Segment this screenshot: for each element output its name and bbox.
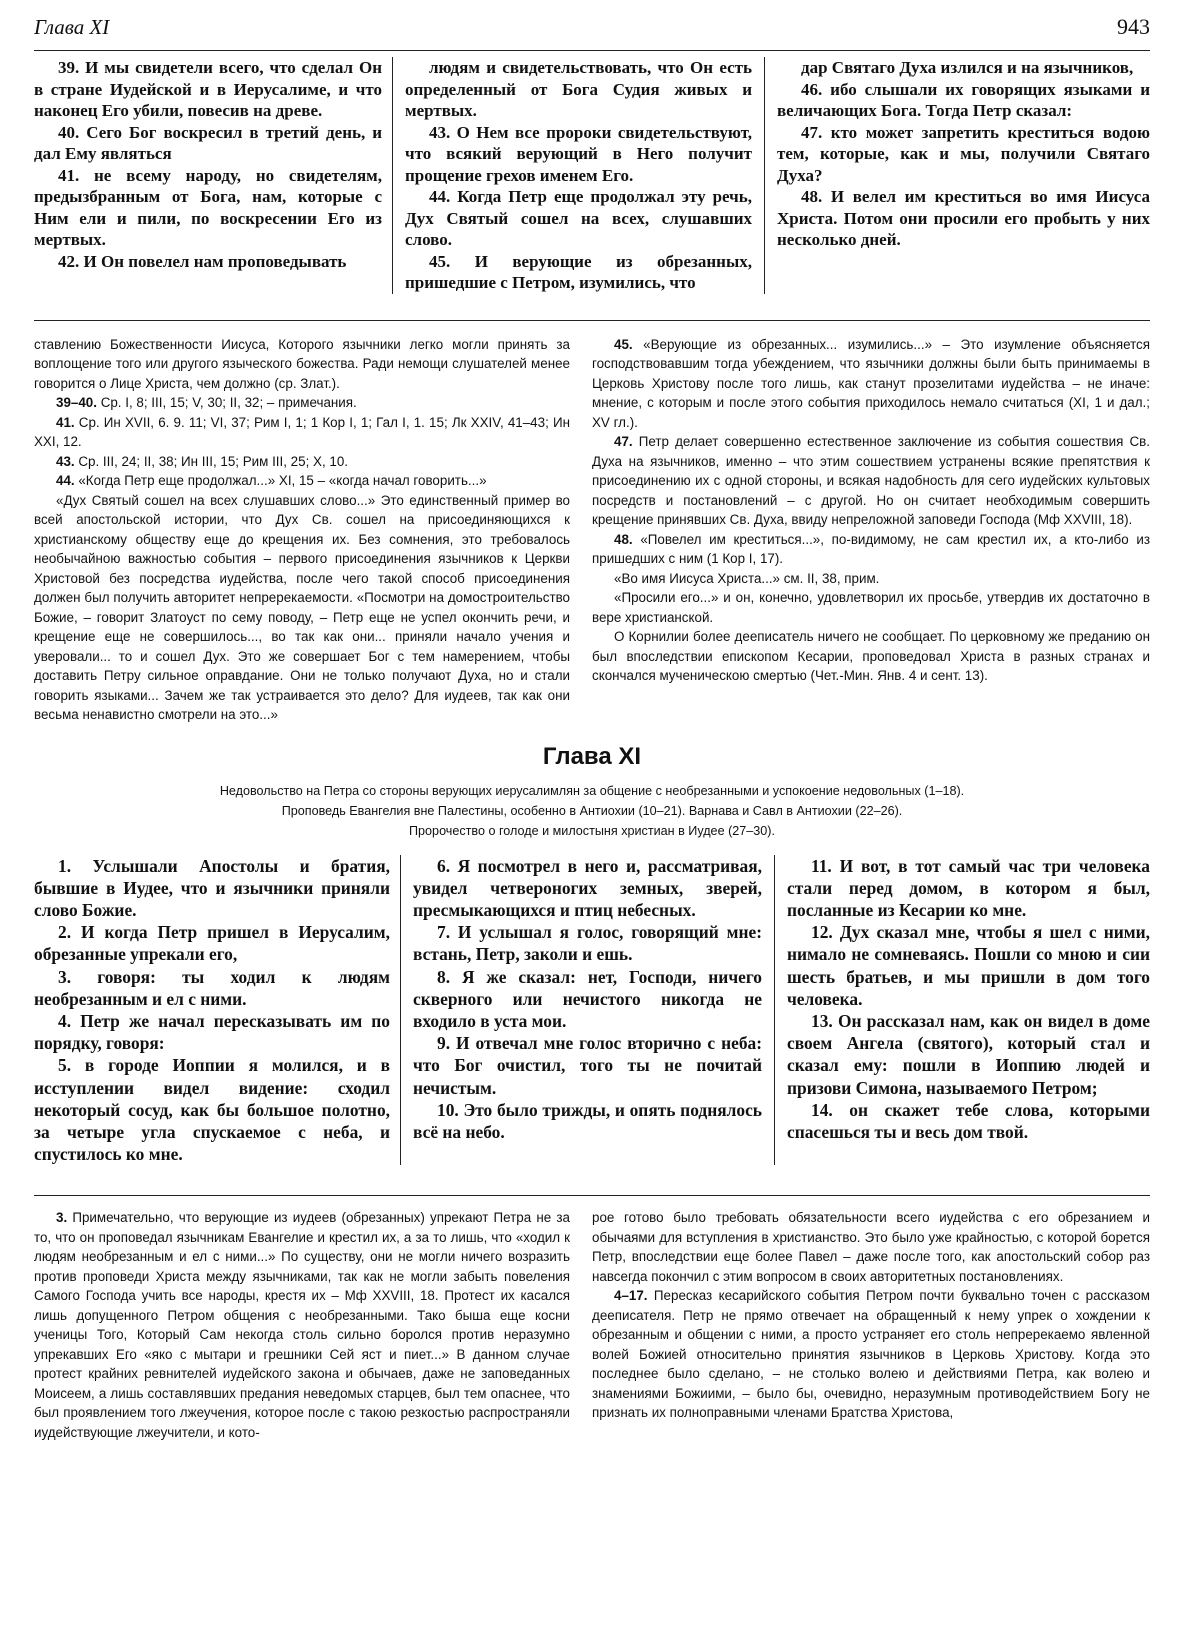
commentary-paragraph (34, 452, 570, 472)
page-number: 943 (1117, 14, 1150, 39)
verse-reference: 41. (56, 414, 75, 430)
commentary-paragraph (34, 471, 570, 491)
commentary-text: Примечательно, что верующие из иудеев (обрезанных) упрекают Петра не за то, что он проповедал язычникам Евангелие и крестил их, а за то лишь, что «ходил к людям необрезанным и ел с ними...» По существу, они не могли ничего возразить против проповеди Христа между язычниками, так как не могли забыть повеления Самого Господа учить все народы, крестя их – Мф XXVIII, 18. Протест их касался лишь допущенного Петром общения с необрезанными. Тако быша еще косни ученицы Того, Который Сам некогда столь сильно боролся против неразумно упрекавших Его «яко с мытари и грешники Сей яст и пиет...» В данном случае протест крайних ревнителей иудейского закона и обычаев, даже не заповеданных Моисеем, а лишь составлявших предания неведомых старцев, был тем опаснее, что был проявлением того лжеучения, которое после с такою резкостью распространяли иудействующие лжеучители, и кото- (34, 1210, 570, 1440)
verse: 6. Я посмотрел в него и, рассматривая, увидел четвероногих земных, зверей, пресмыкающихся и птиц небесных. (413, 855, 762, 920)
verse: 8. Я же сказал: нет, Господи, ничего скверного или нечистого никогда не входило в уста мои. (413, 966, 762, 1031)
verse: 41. не всему народу, но свидетелям, предызбранным от Бога, нам, которые с Ним ели и пили, по воскресении Его из мертвых. (34, 165, 382, 249)
chapter-summary (34, 781, 1150, 841)
commentary-column-right (584, 1208, 1150, 1442)
commentary-text: ставлению Божественности Иисуса, Которого язычники легко могли принять за воплощение того или другого языческого божества. Ради немощи слушателей менее говорится о Лице Христа, чем должно (ср. Злат.). (34, 336, 570, 391)
commentary-text: Ср. Ин XVII, 6. 9. 11; VI, 37; Рим I, 1; 1 Кор I, 1; Гал I, 1. 15; Лк XXIV, 41–43; Ин XXI, 12. (34, 414, 570, 449)
verse: 13. Он рассказал нам, как он видел в доме своем Ангела (святого), который стал и сказал ему: пошли в Иоппию людей и призови Симона, называемого Петром; (787, 1010, 1150, 1098)
commentary-paragraph (592, 627, 1150, 686)
verse: 45. И верующие из обрезанных, пришедшие с Петром, изумились, что (405, 251, 752, 292)
verse: 11. И вот, в тот самый час три человека стали перед домом, в котором я был, посланные из Кесарии ко мне. (787, 855, 1150, 920)
commentary-text: Петр делает совершенно естественное заключение из события сошествия Св. Духа на язычников, именно – что этим сошествием устранены всякие препятствия к присоединению их с одной стороны, и всякая надобность для сего иудейских культовых посредств и постановлений – с другой. Но он считает необходимым совершить крещение принявших Св. Духа, ввиду непреложной заповеди Господа (Мф XXVIII, 18). (592, 434, 1150, 527)
header-rule (34, 50, 1150, 51)
verse: 48. И велел им креститься во имя Иисуса Христа. Потом они просили его пробыть у них несколько дней. (777, 187, 1150, 249)
verse: 1. Услышали Апостолы и братия, бывшие в Иудее, что и язычники приняли слово Божие. (34, 855, 390, 920)
commentary-top (34, 335, 1150, 725)
commentary-divider (34, 1195, 1150, 1196)
scripture-column-1 (34, 57, 392, 294)
scripture-column-2 (400, 855, 774, 1166)
commentary-text: Ср. III, 24; II, 38; Ин III, 15; Рим III, 25; Х, 10. (74, 453, 348, 469)
verse: 46. ибо слышали их говорящих языками и величающих Бога. Тогда Петр сказал: (777, 79, 1150, 120)
scripture-column-2 (392, 57, 764, 294)
verse-reference: 39–40. (56, 395, 97, 410)
verse-reference: 3. (56, 1210, 68, 1226)
summary-line: Недовольство на Петра со стороны верующих иерусалимлян за общение с необрезанными и успокоение недовольных (1–18). (219, 783, 965, 798)
scripture-column-3 (764, 57, 1150, 294)
commentary-column-left (34, 1208, 584, 1442)
commentary-paragraph (34, 335, 570, 394)
scripture-column-1 (34, 855, 400, 1166)
verse: 44. Когда Петр еще продолжал эту речь, Дух Святый сошел на всех, слушавших слово. (405, 187, 752, 249)
commentary-text: «Во имя Иисуса Христа...» см. II, 38, прим. (614, 570, 880, 586)
commentary-text: рое готово было требовать обязательности всего иудейства с его обрезанием и обычаями для вступления в христианство. Это было уже крайностью, с которой борется Петр, впоследствии еще более Павел – даже после того, как апостольский собор раз навсегда покончил с этим вопросом в своих авторитетных постановлениях. (592, 1210, 1150, 1284)
verse: людям и свидетельствовать, что Он есть определенный от Бога Судия живых и мертвых. (405, 58, 752, 120)
verse: 12. Дух сказал мне, чтобы я шел с ними, нимало не сомневаясь. Пошли со мною и сии шесть братьев, и мы пришли в дом того человека. (787, 922, 1150, 1009)
verse: 39. И мы свидетели всего, что сделал Он в стране Иудейской и в Иерусалиме, и что наконец Его убили, повесив на древе. (34, 58, 382, 120)
commentary-paragraph (592, 588, 1150, 627)
scripture-text-bottom (34, 855, 1150, 1166)
verse: 7. И услышал я голос, говорящий мне: встань, Петр, заколи и ешь. (413, 922, 762, 965)
commentary-paragraph (34, 413, 570, 452)
verse: 40. Сего Бог воскресил в третий день, и дал Ему являться (34, 122, 382, 163)
verse: 9. И отвечал мне голос вторично с неба: что Бог очистил, того ты не почитай нечистым. (413, 1033, 762, 1098)
commentary-text: «Когда Петр еще продолжал...» XI, 15 – «когда начал говорить...» (74, 473, 487, 488)
commentary-text: «Дух Святый сошел на всех слушавших слово...» Это единственный пример во всей апостольской истории, что Дух Св. сошел на присоединяющихся к христианскому обществу еще до крещения их. Без сомнения, это требовалось необычайною важностью события – первого присоединения язычников к Церкви Христовой без посредства иудейства, после чего такой способ присоединения должен был получить авторитет непререкаемости. «Посмотри на домостроительство Божие, – говорит Златоуст по сему поводу, – Петр еще не успел окончить речи, и крещение еще не совершилось..., во так как они... приняли начало учения и уверовали... то и сошел Дух. Это же совершает Бог с тем намерением, чтобы доставить Петру сильное оправдание. Они не только получают Духа, но и стали говорить языками... Зачем же так устраивается это дело? Для иудеев, так как они весьма ненавистно смотрели на это...» (34, 492, 570, 722)
summary-line: Пророчество о голоде и милостыня христиан в Иудее (27–30). (409, 823, 775, 838)
verse: 43. О Нем все пророки свидетельствуют, что всякий верующий в Него получит прощение грехов именем Его. (405, 122, 752, 185)
scripture-text-top (34, 57, 1150, 294)
verse: 2. И когда Петр пришел в Иерусалим, обрезанные упрекали его, (34, 922, 390, 965)
verse: 4. Петр же начал пересказывать им по порядку, говоря: (34, 1010, 390, 1054)
commentary-paragraph (592, 432, 1150, 530)
verse-reference: 45. (614, 336, 633, 352)
verse: 3. говоря: ты ходил к людям необрезанным и ел с ними. (34, 966, 390, 1009)
commentary-paragraph (592, 569, 1150, 589)
verse: 5. в городе Иоппии я молился, и в исступлении видел видение: сходил некоторый сосуд, как бы большое полотно, за четыре угла спускаемое с неба, и спустилось ко мне. (34, 1055, 390, 1165)
commentary-paragraph (34, 1208, 570, 1442)
verse-reference: 43. (56, 453, 75, 469)
commentary-text: «Повелел им креститься...», по-видимому, не сам крестил их, а кто-либо из пришедших с ним (1 Кор I, 17). (592, 531, 1150, 566)
commentary-text: Ср. I, 8; III, 15; V, 30; II, 32; – примечания. (96, 395, 357, 410)
running-head: Глава XI (34, 15, 110, 39)
summary-line: Проповедь Евангелия вне Палестины, особенно в Антиохии (10–21). Варнава и Савл в Антиохии (22–26). (281, 803, 903, 818)
commentary-paragraph (34, 491, 570, 725)
commentary-text: О Корнилии более дееписатель ничего не сообщает. По церковному же преданию он был впоследствии епископом Кесарии, проповедовал Христа в разных странах и скончался мученическою смертью (Чет.-Мин. Янв. 4 и сент. 13). (592, 629, 1150, 683)
commentary-column-right (584, 335, 1150, 725)
commentary-paragraph (592, 1286, 1150, 1423)
scripture-column-3 (774, 855, 1150, 1166)
chapter-title: Глава XI (542, 742, 642, 770)
commentary-column-left (34, 335, 584, 725)
verse: 10. Это было трижды, и опять поднялось всё на небо. (413, 1099, 762, 1142)
verse: 47. кто может запретить креститься водою тем, которые, как и мы, получили Святаго Духа? (777, 122, 1150, 185)
verse-reference: 44. (56, 473, 75, 488)
verse-reference: 47. (614, 434, 633, 449)
verse: 14. он скажет тебе слова, которыми спасешься ты и весь дом твой. (787, 1099, 1150, 1142)
commentary-paragraph (592, 335, 1150, 433)
verse: 42. И Он повелел нам проповедывать (58, 251, 347, 271)
commentary-text: «Просили его...» и он, конечно, удовлетворил их просьбе, утвердив их достаточно в вере христианской. (592, 590, 1150, 625)
book-page (34, 14, 1150, 1442)
commentary-paragraph (592, 1208, 1150, 1286)
verse-reference: 48. (614, 531, 633, 547)
commentary-paragraph (592, 530, 1150, 569)
verse-reference: 4–17. (614, 1288, 648, 1304)
commentary-paragraph (34, 393, 570, 413)
verse: дар Святаго Духа излился и на язычников, (801, 58, 1134, 77)
commentary-text: «Верующие из обрезанных... изумились...» – Это изумление объясняется господствовавшим тогда убеждением, что язычники должны были быть принимаемы в Церковь Христову после того лишь, как станут прозелитами иудейства – не иначе: мнение, с которым и после этого события приходилось немало считаться (XI, 1 и дал.; XV гл.). (592, 336, 1150, 430)
commentary-bottom (34, 1208, 1150, 1442)
commentary-text: Пересказ кесарийского события Петром почти буквально точен с рассказом дееписателя. Петр не прямо отвечает на обращенный к нему упрек о хождении к обрезанным и общении с ними, а просто устраняет его столь непререкаемо явленной волей Божией относительно принятия язычников в Церковь Христову. Когда это последнее было сделано, – не столько волею и действиями Петра, как волею и знамениями Божиими, – было бы, очевидно, неразумным противодействием Богу не признать их полноправными членами Братства Христова, (592, 1288, 1150, 1421)
page-header (34, 14, 1150, 50)
commentary-divider (34, 320, 1150, 321)
